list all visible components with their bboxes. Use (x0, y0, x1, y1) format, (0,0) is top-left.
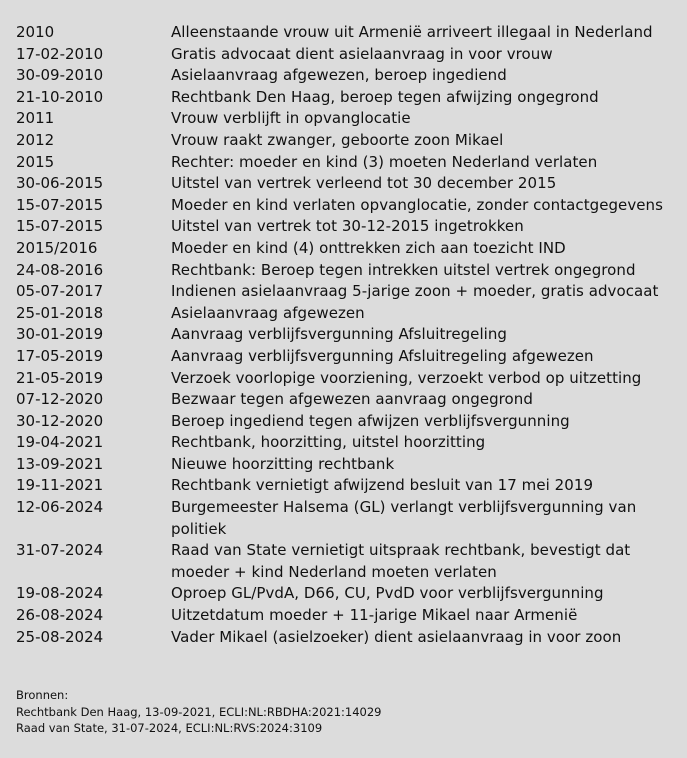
timeline-date: 05-07-2017 (16, 282, 104, 301)
timeline-date: 2010 (16, 23, 55, 41)
timeline-row (16, 389, 676, 411)
timeline-event: Rechtbank Den Haag, beroep tegen afwijzing ongegrond (171, 87, 599, 106)
timeline-event: Alleenstaande vrouw uit Armenië arriveert illegaal in Nederland (171, 23, 653, 41)
timeline-row (16, 497, 676, 540)
timeline-date: 19-08-2024 (16, 584, 104, 603)
timeline-row (16, 260, 676, 282)
timeline-event: Aanvraag verblijfsvergunning Afsluitregeling (171, 325, 508, 344)
sources-heading: Bronnen: (16, 688, 69, 702)
timeline-row (16, 173, 676, 195)
sources-section (16, 687, 382, 737)
timeline-date: 21-10-2010 (16, 87, 104, 106)
timeline-event: Uitzetdatum moeder + 11-jarige Mikael naar Armenië (171, 606, 578, 625)
timeline-row (16, 281, 676, 303)
timeline-row (16, 475, 676, 497)
timeline-row (16, 303, 676, 325)
timeline-event: Oproep GL/PvdA, D66, CU, PvdD voor verblijfsvergunning (171, 584, 604, 603)
timeline-row (16, 432, 676, 454)
timeline-event: Vrouw verblijft in opvanglocatie (171, 109, 411, 128)
timeline-event: Bezwaar tegen afgewezen aanvraag ongegrond (171, 390, 533, 409)
source-item: Rechtbank Den Haag, 13-09-2021, ECLI:NL:RBDHA:2021:14029 (16, 704, 382, 719)
timeline-date: 19-11-2021 (16, 476, 104, 495)
timeline-row (16, 346, 676, 368)
timeline-date: 30-09-2010 (16, 66, 104, 85)
timeline-row (16, 540, 676, 583)
timeline-row (16, 216, 676, 238)
timeline-row (16, 583, 676, 605)
timeline-table (16, 22, 676, 648)
timeline-date: 31-07-2024 (16, 541, 104, 560)
timeline-date: 13-09-2021 (16, 454, 104, 473)
timeline-row (16, 627, 676, 649)
timeline-event: Uitstel van vertrek verleend tot 30 december 2015 (171, 174, 557, 193)
timeline-date: 2015 (16, 152, 55, 171)
timeline-event: Moeder en kind (4) onttrekken zich aan toezicht IND (171, 238, 566, 257)
timeline-date: 30-12-2020 (16, 411, 104, 430)
timeline-row (16, 368, 676, 390)
timeline-event: Beroep ingediend tegen afwijzen verblijfsvergunning (171, 411, 570, 430)
timeline-event: Nieuwe hoorzitting rechtbank (171, 454, 395, 473)
timeline-event: Uitstel van vertrek tot 30-12-2015 ingetrokken (171, 217, 524, 236)
timeline-row (16, 411, 676, 433)
timeline-date: 17-05-2019 (16, 346, 104, 365)
timeline-date: 17-02-2010 (16, 44, 104, 63)
timeline-row (16, 605, 676, 627)
timeline-date: 12-06-2024 (16, 498, 104, 517)
timeline-event: Rechtbank: Beroep tegen intrekken uitstel vertrek ongegrond (171, 260, 636, 279)
timeline-date: 07-12-2020 (16, 390, 104, 409)
timeline-date: 15-07-2015 (16, 195, 104, 214)
timeline-row (16, 195, 676, 217)
timeline-date: 21-05-2019 (16, 368, 104, 387)
timeline-row (16, 22, 676, 44)
timeline-event: Gratis advocaat dient asielaanvraag in voor vrouw (171, 44, 553, 63)
timeline-date: 2015/2016 (16, 238, 98, 257)
timeline-date: 30-01-2019 (16, 325, 104, 344)
timeline-row (16, 152, 676, 174)
timeline-event: Rechtbank vernietigt afwijzend besluit van 17 mei 2019 (171, 476, 594, 495)
timeline-event: Rechter: moeder en kind (3) moeten Nederland verlaten (171, 152, 598, 171)
timeline-date: 25-08-2024 (16, 627, 104, 646)
timeline-row (16, 44, 676, 66)
timeline-event: Vrouw raakt zwanger, geboorte zoon Mikael (171, 130, 504, 149)
timeline-event: Moeder en kind verlaten opvanglocatie, zonder contactgegevens (171, 195, 663, 214)
timeline-date: 30-06-2015 (16, 174, 104, 193)
timeline-event: Verzoek voorlopige voorziening, verzoekt verbod op uitzetting (171, 368, 642, 387)
timeline-event: Raad van State vernietigt uitspraak rechtbank, bevestigt dat moeder + kind Nederland moeten verlaten (171, 541, 631, 581)
timeline-date: 25-01-2018 (16, 303, 104, 322)
timeline-date: 24-08-2016 (16, 260, 104, 279)
timeline-event: Rechtbank, hoorzitting, uitstel hoorzitting (171, 433, 486, 452)
timeline-row (16, 87, 676, 109)
timeline-date: 19-04-2021 (16, 433, 104, 452)
timeline-row (16, 454, 676, 476)
timeline-date: 2012 (16, 130, 55, 149)
timeline-row (16, 238, 676, 260)
timeline-event: Asielaanvraag afgewezen (171, 303, 365, 322)
timeline-row (16, 130, 676, 152)
timeline-row (16, 108, 676, 130)
timeline-event: Aanvraag verblijfsvergunning Afsluitregeling afgewezen (171, 346, 594, 365)
timeline-event: Burgemeester Halsema (GL) verlangt verblijfsvergunning van politiek (171, 498, 637, 538)
timeline-event: Asielaanvraag afgewezen, beroep ingediend (171, 66, 507, 85)
source-item: Raad van State, 31-07-2024, ECLI:NL:RVS:2024:3109 (16, 721, 323, 735)
timeline-row (16, 324, 676, 346)
timeline-event: Indienen asielaanvraag 5-jarige zoon + moeder, gratis advocaat (171, 282, 659, 301)
timeline-date: 15-07-2015 (16, 217, 104, 236)
timeline-date: 26-08-2024 (16, 606, 104, 625)
timeline-date: 2011 (16, 109, 55, 128)
timeline-event: Vader Mikael (asielzoeker) dient asielaanvraag in voor zoon (171, 627, 622, 646)
timeline-row (16, 65, 676, 87)
